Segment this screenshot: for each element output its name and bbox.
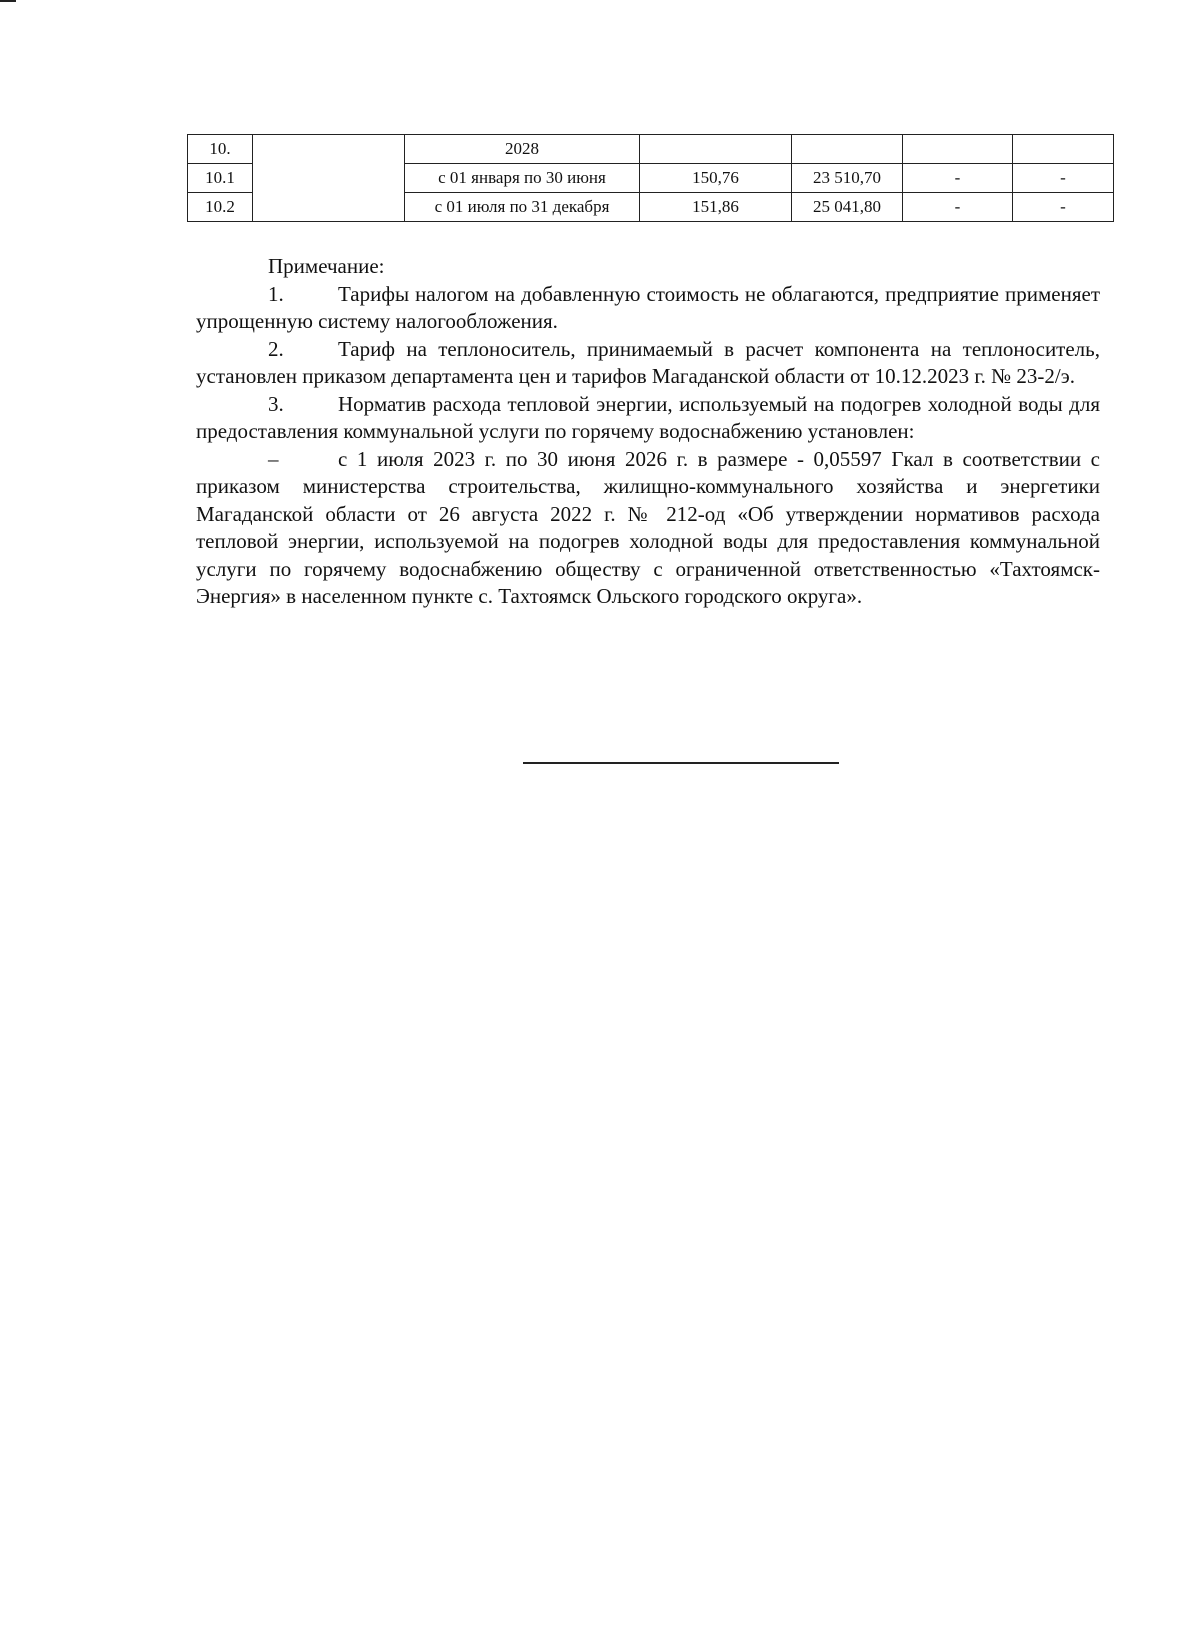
value-cell: 151,86 bbox=[640, 193, 792, 222]
value-cell: - bbox=[903, 193, 1013, 222]
tariff-table bbox=[187, 134, 1114, 222]
organization-cell bbox=[253, 135, 405, 222]
note-number: 1. bbox=[268, 281, 284, 306]
value-cell bbox=[1013, 135, 1114, 164]
note-number: 2. bbox=[268, 336, 284, 361]
note-text: Тариф на теплоноситель, принимаемый в расчет компонента на теплоноситель, установлен приказом департамента цен и тарифов Магаданской области от 10.12.2023 г. № 23-2/э. bbox=[196, 336, 1100, 388]
value-cell: 23 510,70 bbox=[792, 164, 903, 193]
end-divider bbox=[523, 762, 839, 764]
table-row-year bbox=[188, 135, 1114, 164]
notes-section bbox=[196, 253, 1100, 611]
row-number: 10. bbox=[188, 135, 253, 164]
value-cell: - bbox=[1013, 164, 1114, 193]
period-cell: с 01 июля по 31 декабря bbox=[405, 193, 640, 222]
note-dash: – bbox=[268, 446, 279, 471]
value-cell bbox=[792, 135, 903, 164]
scan-corner-mark bbox=[0, 0, 16, 2]
value-cell: - bbox=[903, 164, 1013, 193]
value-cell: 150,76 bbox=[640, 164, 792, 193]
note-subitem bbox=[196, 446, 1100, 611]
note-item bbox=[196, 336, 1100, 391]
note-number: 3. bbox=[268, 391, 284, 416]
period-cell: с 01 января по 30 июня bbox=[405, 164, 640, 193]
value-cell bbox=[640, 135, 792, 164]
value-cell bbox=[903, 135, 1013, 164]
note-text: Норматив расхода тепловой энергии, используемый на подогрев холодной воды для предоставления коммунальной услуги по горячему водоснабжению установлен: bbox=[196, 391, 1100, 443]
note-item bbox=[196, 391, 1100, 446]
row-number: 10.1 bbox=[188, 164, 253, 193]
row-number: 10.2 bbox=[188, 193, 253, 222]
notes-heading: Примечание: bbox=[268, 254, 385, 278]
period-cell: 2028 bbox=[405, 135, 640, 164]
value-cell: - bbox=[1013, 193, 1114, 222]
value-cell: 25 041,80 bbox=[792, 193, 903, 222]
note-item bbox=[196, 281, 1100, 336]
note-text: с 1 июля 2023 г. по 30 июня 2026 г. в размере - 0,05597 Гкал в соответствии с приказом министерства строительства, жилищно-коммунального хозяйства и энергетики Магаданской области от 26 августа 2022 г. № 212-од «Об утверждении нормативов расхода тепловой энергии, используемой на подогрев холодной воды для предоставления коммунальной услуги по горячему водоснабжению обществу с ограниченной ответственностью «Тахтоямск-Энергия» в населенном пункте с. Тахтоямск Ольского городского округа». bbox=[196, 446, 1100, 608]
note-text: Тарифы налогом на добавленную стоимость не облагаются, предприятие применяет упрощенную систему налогообложения. bbox=[196, 281, 1100, 333]
